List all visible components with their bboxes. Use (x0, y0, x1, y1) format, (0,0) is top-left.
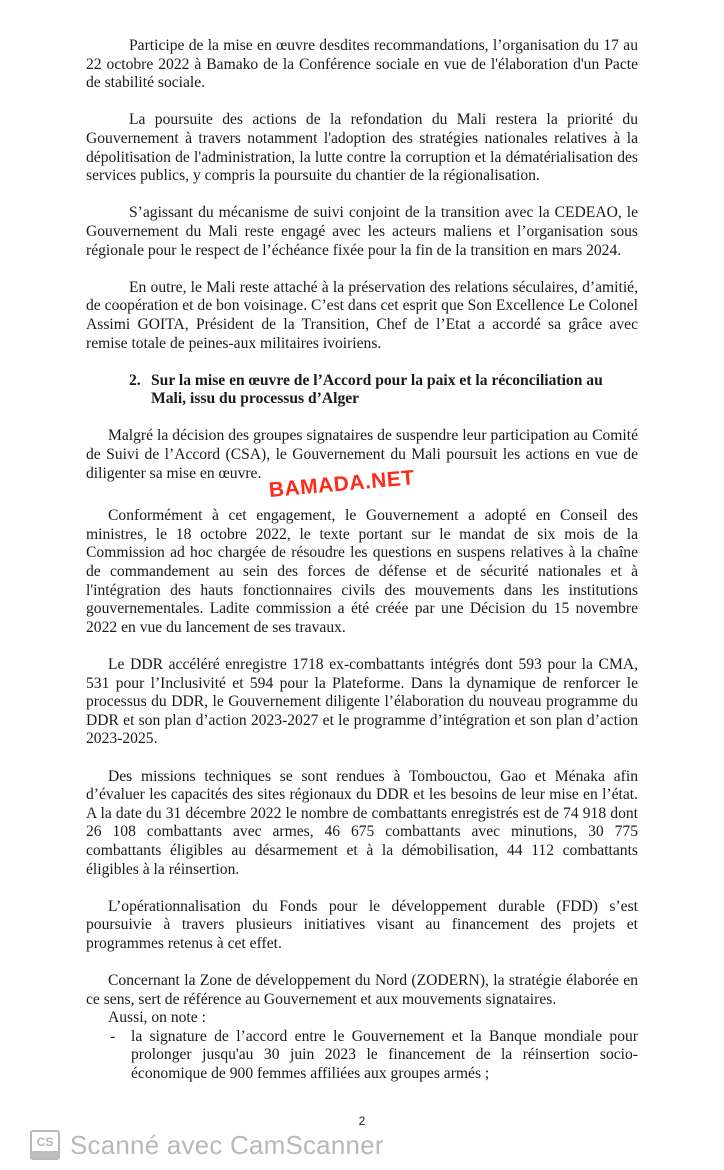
list-bullet: - (110, 1027, 116, 1045)
section-number: 2. (129, 371, 141, 389)
paragraph: Le DDR accéléré enregistre 1718 ex-combattants intégrés dont 593 pour la CMA, 531 pour l’Inclusivité et 594 pour la Plateforme. Dans la dynamique de renforcer le processus du DDR, le Gouvernement diligente l’élaboration du nouveau programme du DDR et son plan d’action 2023-2027 et le programme d’intégration et son plan d’action 2023-2025. (86, 656, 638, 748)
paragraph: Participe de la mise en œuvre desdites recommandations, l’organisation du 17 au 22 octobre 2022 à Bamako de la Conférence sociale en vue de l'élaboration d'un Pacte de stabilité sociale. (86, 37, 638, 92)
list-intro: Aussi, on note : (108, 1009, 206, 1027)
list-item (86, 1028, 638, 1084)
paragraph: Des missions techniques se sont rendues à Tombouctou, Gao et Ménaka afin d’évaluer les capacités des sites régionaux du DDR et les besoins de leur mise en l’état. A la date du 31 décembre 2022 le nombre de combattants enregistrés est de 74 918 dont 26 108 combattants avec armes, 46 675 combattants avec minutions, 30 775 combattants éligibles au désarmement et à la démobilisation, 44 112 combattants éligibles à la réinsertion. (86, 767, 638, 878)
paragraph: Concernant la Zone de développement du Nord (ZODERN), la stratégie élaborée en ce sens, sert de référence au Gouvernement et aux mouvements signataires. (86, 972, 638, 1008)
camscanner-logo-icon (30, 1130, 60, 1160)
section-title: Sur la mise en œuvre de l’Accord pour la paix et la réconciliation au Mali, issu du processus d’Alger (151, 371, 603, 408)
paragraph: Malgré la décision des groupes signataires de suspendre leur participation au Comité de Suivi de l’Accord (CSA), le Gouvernement du Mali poursuit les actions en vue de diligenter sa mise en œuvre. (86, 427, 638, 482)
camscanner-footer (30, 1130, 638, 1170)
camscanner-text: Scanné avec CamScanner (70, 1129, 384, 1160)
paragraph: La poursuite des actions de la refondation du Mali restera la priorité du Gouvernement à travers notamment l'adoption des stratégies nationales relatives à la dépolitisation de l'administration, la lutte contre la corruption et la dématérialisation des services publics, y compris la poursuite du chantier de la régionalisation. (86, 111, 638, 185)
paragraph: L’opérationnalisation du Fonds pour le développement durable (FDD) s’est poursuivie à travers plusieurs initiatives visant au financement des projets et programmes retenus à cet effet. (86, 897, 638, 952)
paragraph: En outre, le Mali reste attaché à la préservation des relations séculaires, d’amitié, de coopération et de bon voisinage. C’est dans cet esprit que Son Excellence Le Colonel Assimi GOITA, Président de la Transition, Chef de l’Etat a accordé sa grâce avec remise totale de peines-aux militaires ivoiriens. (86, 278, 638, 352)
paragraph: Conformément à cet engagement, le Gouvernement a adopté en Conseil des ministres, le 18 octobre 2022, le texte portant sur le mandat de six mois de la Commission ad hoc chargée de résoudre les questions en suspens relatives à la chaîne de commandement au sein des forces de défense et de sécurité nationales et à l'intégration des hauts fonctionnaires civils des mouvements dans les institutions gouvernementales. Ladite commission a été créée par une Décision du 15 novembre 2022 en vue du lancement de ses travaux. (86, 507, 638, 636)
paragraph: S’agissant du mécanisme de suivi conjoint de la transition avec la CEDEAO, le Gouvernement du Mali reste engagé avec les acteurs maliens et l’organisation sous régionale pour le respect de l’échéance fixée pour la fin de la transition en mars 2024. (86, 204, 638, 259)
watermark-row (86, 466, 638, 505)
document-page (36, 0, 638, 1170)
section-heading (129, 372, 638, 409)
list-item-text: la signature de l’accord entre le Gouvernement et la Banque mondiale pour prolonger jusqu'au 30 juin 2023 le financement de la réinsertion socio-économique de 900 femmes affiliées aux groupes armés ; (131, 1027, 638, 1083)
page-number: 2 (358, 1113, 366, 1128)
bamada-watermark: BAMADA.NET (267, 466, 416, 503)
camscanner-logo-text: CS (36, 1134, 54, 1149)
